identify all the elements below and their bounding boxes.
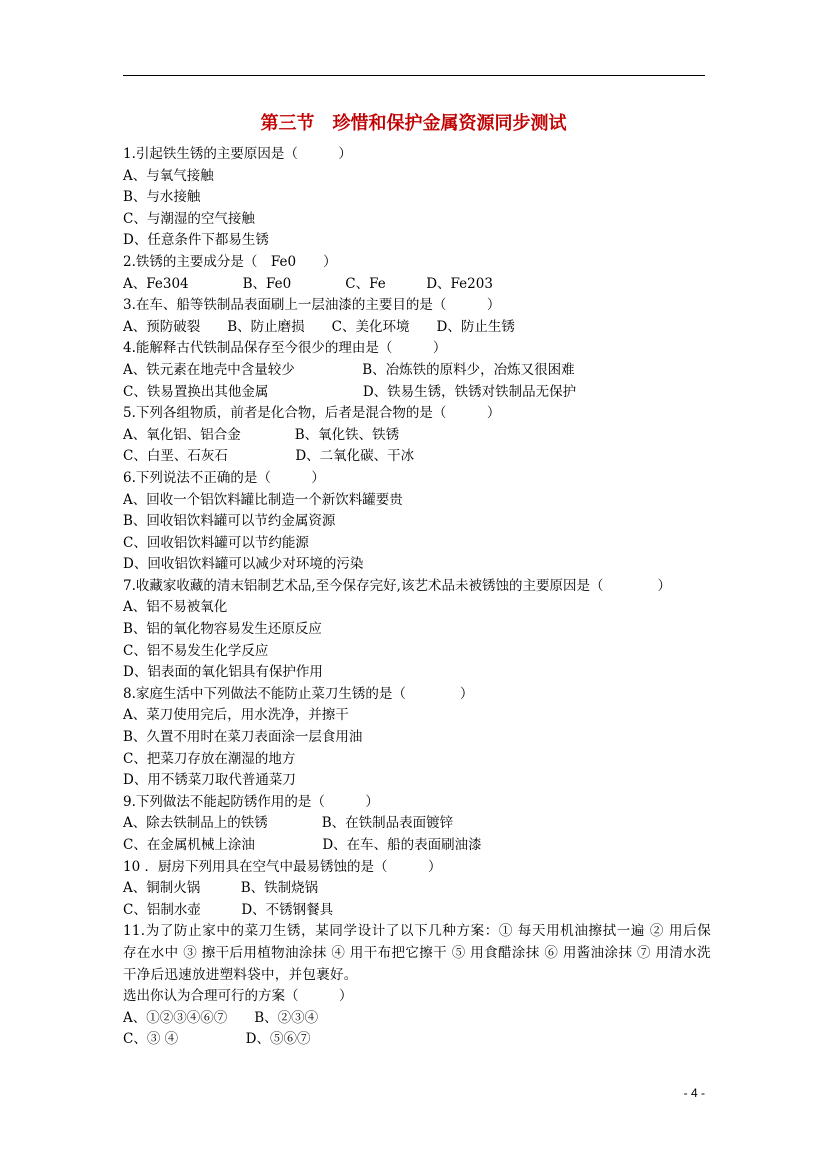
text-line: B、久置不用时在菜刀表面涂一层食用油	[123, 729, 363, 746]
text-line: 5.下列各组物质，前者是化合物，后者是混合物的是（ ）	[123, 405, 501, 422]
text-line: D、回收铝饮料罐可以减少对环境的污染	[123, 556, 364, 573]
text-line: C、白垩、石灰石 D、二氧化碳、干冰	[123, 448, 415, 465]
text-line: 9.下列做法不能起防锈作用的是（ ）	[123, 793, 379, 810]
text-line: 7.收藏家收藏的清末铝制艺术品,至今保存完好,该艺术品未被锈蚀的主要原因是（ ）	[123, 577, 671, 594]
text-line: C、在金属机械上涂油 D、在车、船的表面刷油漆	[123, 837, 482, 853]
text-line: B、与水接触	[123, 189, 201, 206]
text-line: 3.在车、船等铁制品表面刷上一层油漆的主要目的是（ ）	[123, 297, 501, 314]
text-line: D、任意条件下都易生锈	[123, 232, 269, 249]
text-line: A、①②③④⑥⑦ B、②③④	[123, 1009, 319, 1026]
text-line: C、把菜刀存放在潮湿的地方	[123, 750, 296, 767]
text-line: C、铝制水壶 D、不锈钢餐具	[123, 901, 334, 918]
text-line: A、除去铁制品上的铁锈 B、在铁制品表面镀锌	[123, 815, 454, 832]
text-line: 10 ．厨房下列用具在空气中最易锈蚀的是（ ）	[123, 858, 442, 875]
text-line: A、Fe304 B、Fe0 C、Fe D、Fe203	[123, 275, 493, 292]
text-line: 选出你认为合理可行的方案（ ）	[123, 988, 353, 1005]
text-line: C、铝不易发生化学反应	[123, 642, 269, 659]
page-number: - 4 -	[683, 1086, 705, 1100]
text-line: A、铜制火锅 B、铁制烧锅	[123, 880, 319, 897]
text-line: A、铝不易被氧化	[123, 599, 228, 616]
text-line: C、铁易置换出其他金属 D、铁易生锈，铁锈对铁制品无保护	[123, 383, 577, 400]
header-rule	[123, 75, 705, 76]
text-line: B、铝的氧化物容易发生还原反应	[123, 621, 322, 638]
text-line: D、用不锈菜刀取代普通菜刀	[123, 772, 296, 789]
text-line: 6.下列说法不正确的是（ ）	[123, 469, 325, 486]
question-list	[123, 144, 711, 1051]
text-line: C、③ ④ D、⑤⑥⑦	[123, 1031, 311, 1048]
text-line: 2.铁锈的主要成分是（ Fe0 ）	[123, 253, 337, 270]
text-line: 8.家庭生活中下列做法不能防止菜刀生锈的是（ ）	[123, 685, 474, 702]
text-line: A、回收一个铝饮料罐比制造一个新饮料罐要贵	[123, 491, 403, 508]
text-line: A、氧化铝、铝合金 B、氧化铁、铁锈	[123, 426, 400, 443]
text-line: A、菜刀使用完后，用水洗净，并擦干	[123, 707, 349, 724]
text-line: C、回收铝饮料罐可以节约能源	[123, 534, 309, 551]
text-line: A、与氧气接触	[123, 167, 214, 184]
text-line: B、回收铝饮料罐可以节约金属资源	[123, 513, 336, 530]
text-line: 4.能解释古代铁制品保存至今很少的理由是（ ）	[123, 340, 447, 357]
text-line: A、铁元素在地壳中含量较少 B、冶炼铁的原料少，冶炼又很困难	[123, 361, 575, 378]
text-line: C、与潮湿的空气接触	[123, 210, 255, 227]
text-line: 1.引起铁生锈的主要原因是（ ）	[123, 146, 352, 162]
text-line: A、预防破裂 B、防止磨损 C、美化环境 D、防止生锈	[123, 318, 515, 335]
page-title: 第三节 珍惜和保护金属资源同步测试	[260, 113, 567, 134]
text-line: 11.为了防止家中的菜刀生锈，某同学设计了以下几种方案：① 每天用机油擦拭一遍 ② 用后保存在水中 ③ 擦干后用植物油涂抹 ④ 用干布把它擦干 ⑤ 用食醋涂抹 ⑥ 用酱油涂抹 ⑦ 用清水洗干净后迅速放进塑料袋中，并包裹好。	[123, 923, 711, 983]
text-line: D、铝表面的氧化铝具有保护作用	[123, 664, 323, 681]
